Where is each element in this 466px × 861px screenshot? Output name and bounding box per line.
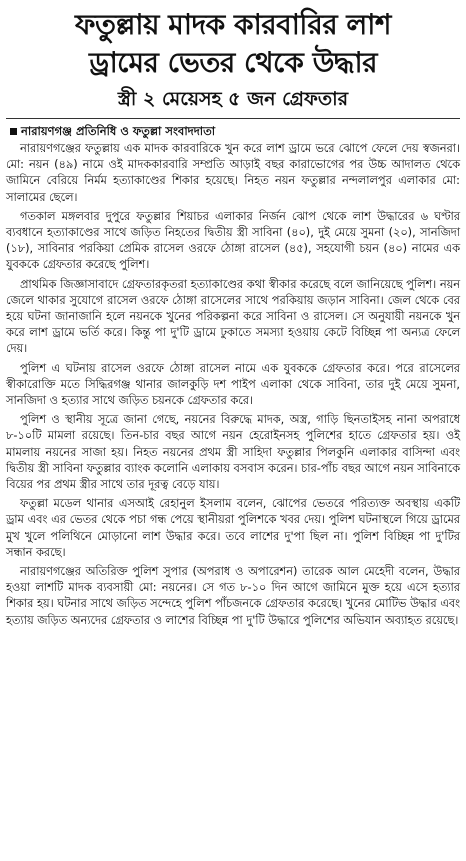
paragraph: ফতুল্লা মডেল থানার এসআই রেহানুল ইসলাম বলেন, ঝোপের ভেতরে পরিত্যক্ত অবস্থায় একটি ড্রাম এবং এর ভেতর থেকে পচা গন্ধ পেয়ে স্থানীয়রা পুলিশকে খবর দেয়। পুলিশ ঘটনাস্থলে গিয়ে ড্রামের মুখ খুলে পলিথিনে মোড়ানো লাশ উদ্ধার করে। তবে লাশের দু'পা ছিল না। পুলিশ বিচ্ছিন্ন পা দু'টির সন্ধান করছে। (6, 497, 460, 559)
paragraph: প্রাথমিক জিজ্ঞাসাবাদে গ্রেফতারকৃতরা হত্যাকাণ্ডের কথা স্বীকার করেছে বলে জানিয়েছে পুলিশ। নয়ন জেলে থাকার সুযোগে রাসেল ওরফে ঠোঙ্গা রাসেলের সাথে পরকিয়ায় জড়ান সাবিনা। জেল থেকে বের হয়ে ঘটনা জানাজানি হলে নয়নকে খুনের পরিকল্পনা করে সাবিনা ও রাসেল। সে অনুযায়ী নয়নকে খুন করে লাশ ড্রামে ভর্তি করে। কিন্তু পা দু'টি ড্রামে ঢুকাতে সমস্যা হওয়ায় কেটে বিচ্ছিন্ন পা অন্যত্র ফেলে দেয়। (6, 277, 460, 356)
headline-line-1: ফতুল্লায় মাদক কারবারির লাশ (75, 8, 391, 41)
byline-text: নারায়ণগঞ্জ প্রতিনিধি ও ফতুল্লা সংবাদদাতা (21, 124, 216, 138)
paragraph: পুলিশ ও স্থানীয় সূত্রে জানা গেছে, নয়নের বিরুদ্ধে মাদক, অস্ত্র, গাড়ি ছিনতাইসহ নানা অপরাধে ৮-১০টি মামলা রয়েছে। তিন-চার বছর আগে নয়ন হেরোইনসহ পুলিশের হাতে গ্রেফতার হয়। ওই মামলায় নয়নের সাজা হয়। নিহত নয়নের প্রথম স্ত্রী সাহিদা ফতুল্লার পিলকুনি এলাকার বাসিন্দা এবং দ্বিতীয় স্ত্রী সাবিনা ফতুল্লার ব্যাংক কলোনি এলাকায় বসবাস করেন। চার-পাঁচ বছর আগে নয়ন সাবিনাকে বিয়ের পর প্রথম স্ত্রীর সাথে তার দূরত্ব বেড়ে যায়। (6, 413, 460, 492)
subheadline: স্ত্রী ২ মেয়েসহ ৫ জন গ্রেফতার (117, 88, 349, 110)
bullet-square-icon (10, 128, 17, 135)
byline (10, 123, 460, 139)
paragraph: গতকাল মঙ্গলবার দুপুরে ফতুল্লার শিয়াচর এলাকার নির্জন ঝোপ থেকে লাশ উদ্ধারের ৬ ঘণ্টার ব্যবধানে হত্যাকাণ্ডের সাথে জড়িত নিহতের দ্বিতীয় স্ত্রী সাবিনা (৪০), দুই মেয়ে সুমনা (২০), সানজিদা (১৮), সাবিনার পরকিয়া প্রেমিক রাসেল ওরফে ঠোঙ্গা রাসেল (৪৫), সহযোগী চয়ন (৪০) নামের এক যুবককে গ্রেফতার করেছে পুলিশ। (6, 209, 460, 272)
paragraph: নারায়ণগঞ্জের অতিরিক্ত পুলিশ সুপার (অপরাধ ও অপারেশন) তারেক আল মেহেদী বলেন, উদ্ধার হওয়া লাশটি মাদক ব্যবসায়ী মো: নয়নের। সে গত ৮-১০ দিন আগে জামিনে মুক্ত হয়ে এসে হত্যার শিকার হয়। ঘটনার সাথে জড়িত সন্দেহে পুলিশ পাঁচজনকে গ্রেফতার করেছে। খুনের মোটিভ উদ্ধার এবং হত্যায় জড়িত অন্যদের গ্রেফতার ও লাশের বিচ্ছিন্ন পা দু'টি উদ্ধারে পুলিশের অভিযান অব্যাহত রয়েছে। (6, 565, 460, 627)
headline (6, 6, 460, 82)
divider (6, 118, 460, 119)
paragraph: নারায়ণগঞ্জের ফতুল্লায় এক মাদক কারবারিকে খুন করে লাশ ড্রামে ভরে ঝোপে ফেলে দেয় স্বজনরা। মো: নয়ন (৪৯) নামে ওই মাদককারবারি সম্প্রতি আড়াই বছর কারাভোগের পর উচ্চ আদালত থেকে জামিনে বেরিয়ে নির্মম হত্যাকাণ্ডের শিকার হয়েছে। নিহত নয়ন ফতুল্লার নন্দলালপুর এলাকার মো: সালামের ছেলে। (6, 142, 460, 204)
headline-line-2: ড্রামের ভেতর থেকে উদ্ধার (89, 46, 377, 79)
paragraph: পুলিশ এ ঘটনায় রাসেল ওরফে ঠোঙ্গা রাসেল নামে এক যুবককে গ্রেফতার করে। পরে রাসেলের স্বীকারোক্তি মতে সিদ্ধিরগঞ্জ থানার জালকুড়ি দশ পাইপ এলাকা থেকে সাবিনা, তার দুই মেয়ে সুমনা, সানজিদা ও হত্যার সাথে জড়িত চয়নকে গ্রেফতার করে। (6, 361, 460, 408)
